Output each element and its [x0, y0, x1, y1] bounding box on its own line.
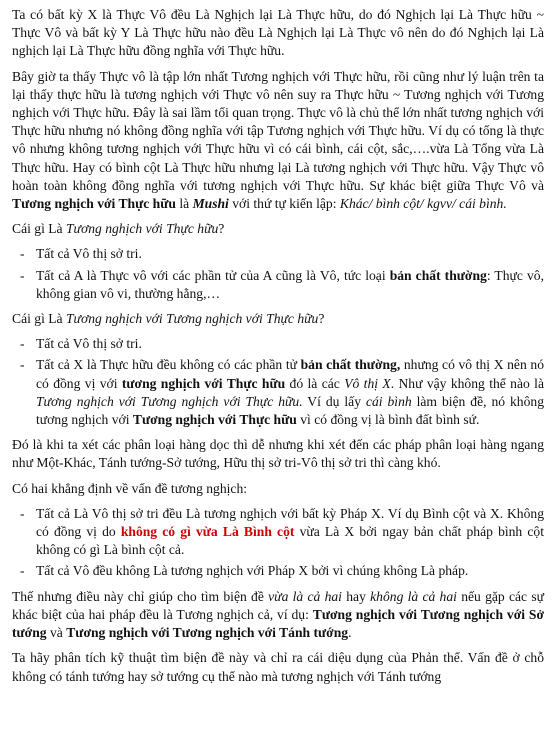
paragraph-final: Ta hãy phân tích kỹ thuật tìm biện đề này và chỉ ra cái diệu dụng của Phản thể. Vấn đề ở chỗ không có tánh tướng hay sở tướng cụ thể nào mà tương nghịch với Tánh tướng — [12, 650, 544, 684]
highlight-red: không có gì vừa Là Bình cột — [120, 524, 295, 540]
list-item: - Tất cả Vô thị sở tri. — [12, 245, 544, 263]
text: Ta có bất kỳ X là Thực Vô đều Là Nghịch lại Là Thực hữu, do đó Nghịch lại Là Thực hữu ~ Thực Vô và bất kỳ Y Là Thực hữu nào đều Là Nghịch lại Là Thực vô nên do đó Nghịch lại Là nghịch lại Là Thực hữu đồng nghĩa với Thực hữu. — [12, 7, 544, 59]
paragraph-claims: Có hai khẳng định về vấn đề tương nghịch: — [12, 480, 248, 496]
list-3 — [12, 505, 544, 581]
paragraph-analysis — [12, 68, 544, 214]
text: với thứ tự kiến lập: — [228, 196, 340, 212]
paragraph-intro — [12, 6, 544, 61]
question-2: Cái gì Là Tương nghịch với Tương nghịch với Thực hữu? — [12, 311, 325, 327]
list-item: - Tất cả Là Vô thị sở tri đều Là tương nghịch với bất kỳ Pháp X. Ví dụ Bình cột và X. Không có đồng vị do không có gì vừa Là Bình cột vừa Là X bởi ngay bản chất pháp bình cột không có gì Là bình cột cả. — [12, 505, 544, 560]
list-item: - Tất cả Vô đều không Là tương nghịch với Pháp X bởi vì chúng không Là pháp. — [12, 562, 544, 580]
bold-italic-term: Mushi — [192, 196, 229, 212]
text: Bây giờ ta thấy Thực vô là tập lớn nhất Tương nghịch với Thực hữu, rồi cũng như lý luận trên ta lại thấy thực hữu là tương nghịch với Thực vô nên suy ra Thực hữu ~ Tương nghịch với Tương nghịch với Thực hữu. Đây là sai lầm tối quan trọng. Thực vô là chủ thể lớn nhất tương nghịch với Thực hữu nhưng nó không đồng nghĩa với tập Tương nghịch với Thực hữu. Ví dụ có tổng là thực vô nhưng không tương nghịch với Thực hữu vì có cái bình, cái cột, sắc,….vừa Là Tổng vừa Là Thực hữu. Hay có bình cột Là Thực hữu nhưng lại Là tương nghịch với Thực hữu. Vậy Thực vô hoàn toàn không đồng nghĩa với tương nghịch với Thực hữu. Sự khác biệt giữa Thực Vô và — [12, 68, 544, 193]
list-item: - Tất cả A là Thực vô với các phần tử của A cũng là Vô, tức loại bản chất thường: Thực vô, không gian vô vi, thường hằng,… — [12, 267, 544, 303]
paragraph-however: Thế nhưng điều này chỉ giúp cho tìm biện đề vừa là cả hai hay không là cả hai nếu gặp các sự khác biệt của hai pháp đều là Tương nghịch cả, ví dụ: Tương nghịch với Tương nghịch với Sở tướng và Tương nghịch với Tương nghịch với Tánh tướng. — [12, 588, 545, 641]
question-1: Cái gì Là Tương nghịch với Thực hữu? — [12, 221, 225, 237]
list-item: - Tất cả Vô thị sở tri. — [12, 335, 544, 353]
bold-term: Tương nghịch với Thực hữu — [12, 196, 176, 212]
list-1 — [12, 245, 544, 303]
list-2 — [12, 335, 544, 429]
paragraph-classification: Đó là khi ta xét các phân loại hàng dọc thì dễ nhưng khi xét đến các pháp phân loại hàng ngang như Một-Khác, Tánh tướng-Sở tướng, Hữu thị sở tri-Vô thị sở tri thì càng khó. — [12, 437, 544, 471]
list-item: - Tất cả X là Thực hữu đều không có các phần tử bản chất thường, nhưng có vô thị X nên nó có đồng vị với tương nghịch với Thực hữu đó là các Vô thị X. Như vậy không thể nào là Tương nghịch với Tương nghịch với Thực hữu. Ví dụ lấy cái bình làm biện đề, nó không tương nghịch với Tương nghịch với Thực hữu vì có đồng vị là bình đất bình sứ. — [12, 356, 544, 429]
italic-term: Khác/ bình cột/ kgvv/ cái bình. — [339, 196, 507, 212]
text: là — [175, 196, 193, 212]
